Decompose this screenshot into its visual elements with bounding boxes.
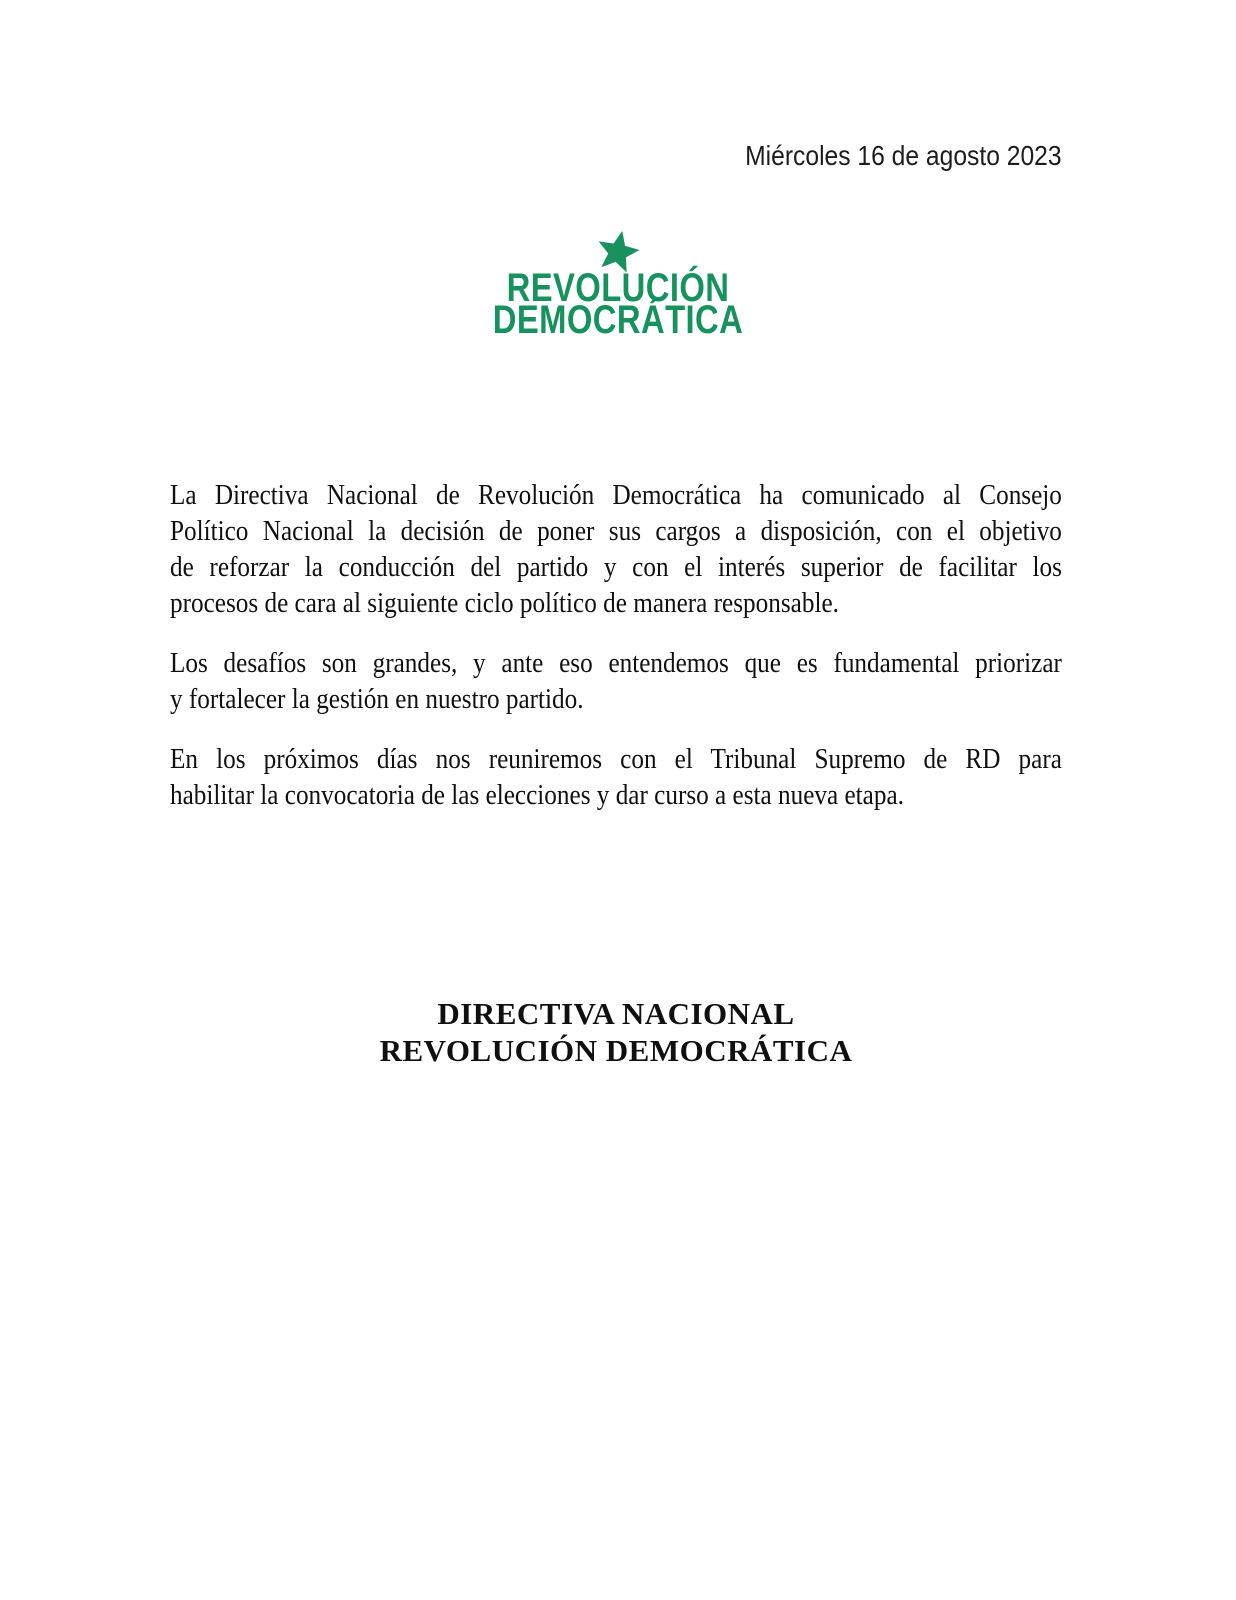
date-text: Miércoles 16 de agosto 2023 [745, 140, 1062, 171]
signature-line1: DIRECTIVA NACIONAL [437, 996, 795, 1031]
paragraph-line: habilitar la convocatoria de las elecciones y dar curso a esta nueva etapa. [170, 780, 904, 811]
paragraph-line: La Directiva Nacional de Revolución Democrática ha comunicado al Consejo [170, 480, 1062, 511]
signature-line2: REVOLUCIÓN DEMOCRÁTICA [379, 1033, 853, 1068]
statement-body [170, 478, 1062, 838]
logo-text-line2: DEMOCRÁTICA [492, 298, 744, 342]
logo-text-line1: REVOLUCIÓN [506, 266, 730, 310]
paragraph-line: de reforzar la conducción del partido y con el interés superior de facilitar los [170, 552, 1062, 583]
paragraph-line: Los desafíos son grandes, y ante eso entendemos que es fundamental priorizar [170, 648, 1062, 679]
paragraph-3 [170, 742, 1062, 814]
signature-block [170, 995, 1062, 1069]
paragraph-line: procesos de cara al siguiente ciclo político de manera responsable. [170, 588, 839, 619]
paragraph-2 [170, 646, 1062, 718]
paragraph-1 [170, 478, 1062, 622]
party-logo [0, 230, 1236, 342]
paragraph-line: Político Nacional la decisión de poner sus cargos a disposición, con el objetivo [170, 516, 1062, 547]
paragraph-line: y fortalecer la gestión en nuestro partido. [170, 684, 584, 715]
paragraph-line: En los próximos días nos reuniremos con el Tribunal Supremo de RD para [170, 744, 1062, 775]
